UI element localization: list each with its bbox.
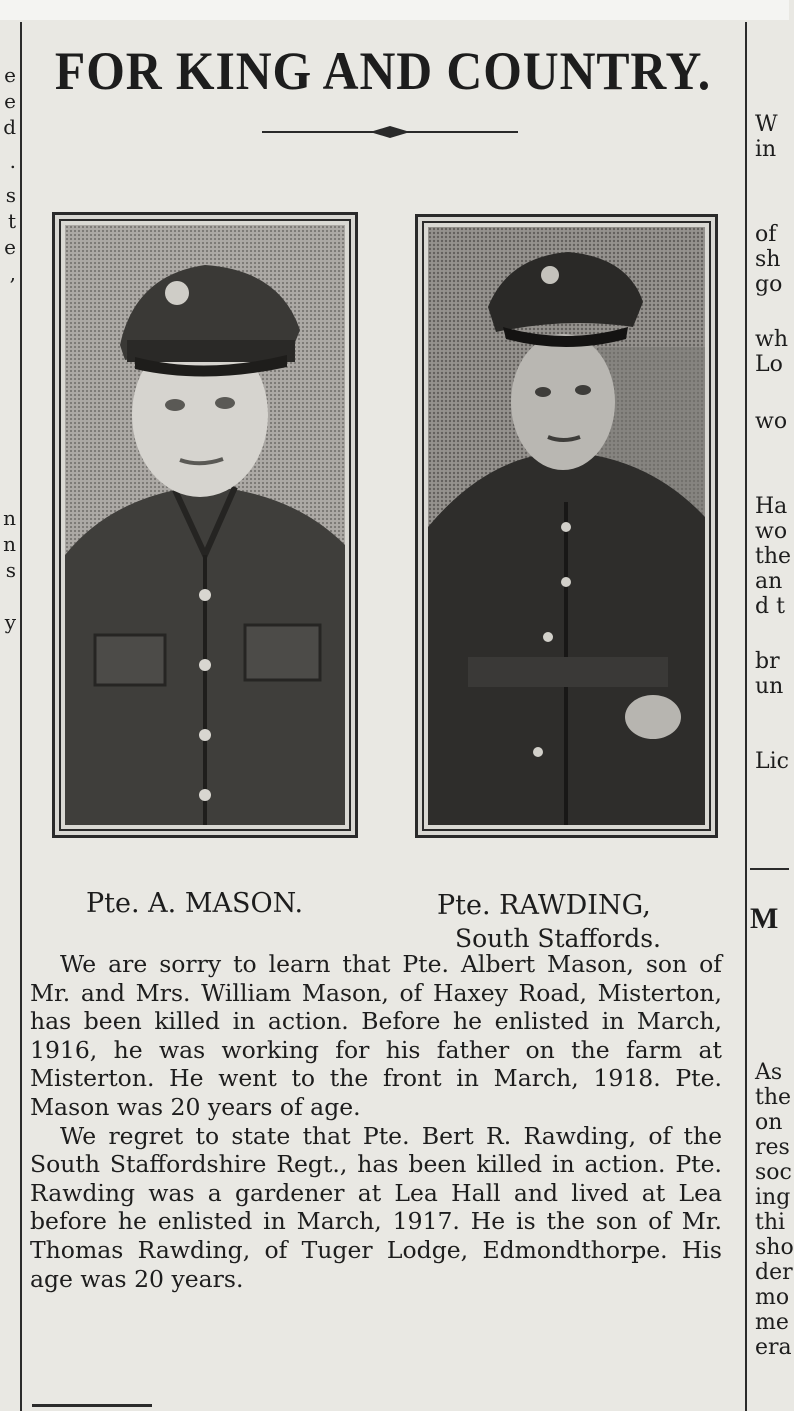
right-fragment: W — [755, 112, 778, 137]
column-rule-right — [745, 22, 747, 1411]
right-fragment: the — [755, 1085, 792, 1110]
column-rule-left — [20, 22, 22, 1411]
article-body — [30, 950, 722, 1293]
caption-rawding: Pte. RAWDING, — [437, 890, 651, 921]
right-fragment: the — [755, 544, 792, 569]
article-paragraph: We are sorry to learn that Pte. Albert Mason, son of Mr. and Mrs. William Mason, of Haxey Road, Misterton, has been killed in action. Before he enlisted in March, 1916, he was working for his father on the farm at Misterton. He went to the front in March, 1918. Pte. Mason was 20 years of age. — [30, 950, 722, 1121]
right-column-rule — [750, 868, 789, 870]
right-fragment: me — [755, 1310, 789, 1335]
right-fragment: era — [755, 1335, 792, 1360]
soldier-portrait-image — [428, 227, 705, 825]
right-fragment: wo — [755, 409, 788, 434]
right-fragment: res — [755, 1135, 790, 1160]
photo-rawding — [415, 214, 718, 838]
right-fragment: in — [755, 137, 777, 162]
left-fragment: y — [4, 610, 16, 634]
right-fragment: Ha — [755, 494, 788, 519]
right-fragment: an — [755, 569, 783, 594]
left-column-fragments — [0, 62, 18, 286]
right-fragment: wh — [755, 327, 788, 352]
left-fragment: e — [4, 63, 16, 87]
right-fragment: Lic — [755, 749, 789, 774]
right-fragment: sho — [755, 1235, 794, 1260]
right-fragment: As — [755, 1060, 783, 1085]
article-paragraph: We regret to state that Pte. Bert R. Rawding, of the South Staffordshire Regt., has been killed in action. Pte. Rawding was a gardener at Lea Hall and lived at Lea before he enlisted in March, 1917. He is the son of Mr. Thomas Rawding, of Tuger Lodge, Edmondthorpe. His age was 20 years. — [30, 1121, 722, 1293]
right-column-fragments-lower — [755, 1060, 794, 1360]
caption-mason: Pte. A. MASON. — [86, 888, 304, 919]
left-fragment: n — [3, 532, 16, 556]
left-fragment: t — [7, 209, 16, 233]
right-column-heading: M — [750, 902, 779, 935]
right-fragment: of — [755, 222, 777, 247]
caption-rawding-unit: South Staffords. — [455, 924, 661, 953]
left-fragment: , — [9, 261, 16, 285]
right-fragment: mo — [755, 1285, 790, 1310]
right-fragment: un — [755, 674, 784, 699]
left-column-fragments-lower — [0, 505, 18, 635]
right-fragment: sh — [755, 247, 781, 272]
right-fragment: soc — [755, 1160, 792, 1185]
right-fragment: wo — [755, 519, 788, 544]
left-fragment: e — [4, 89, 16, 113]
right-fragment: Lo — [755, 352, 783, 377]
page-top-strip — [0, 0, 789, 20]
photo-mason — [52, 212, 358, 838]
right-fragment: der — [755, 1260, 793, 1285]
left-fragment: s — [5, 183, 16, 207]
right-column-fragments — [755, 112, 792, 774]
right-fragment: ing — [755, 1185, 791, 1210]
right-fragment: d t — [755, 594, 785, 619]
right-fragment: on — [755, 1110, 783, 1135]
headline-ornament — [260, 124, 520, 140]
left-fragment: . — [9, 149, 16, 173]
right-fragment: br — [755, 649, 780, 674]
bottom-rule — [32, 1404, 152, 1407]
soldier-portrait-image — [65, 225, 345, 825]
left-fragment: n — [3, 506, 16, 530]
right-fragment: go — [755, 272, 783, 297]
left-fragment: e — [4, 235, 16, 259]
left-fragment: s — [5, 558, 16, 582]
headline: FOR KING AND COUNTRY. — [54, 41, 712, 101]
right-fragment: thi — [755, 1210, 786, 1235]
left-fragment: d — [3, 115, 16, 139]
